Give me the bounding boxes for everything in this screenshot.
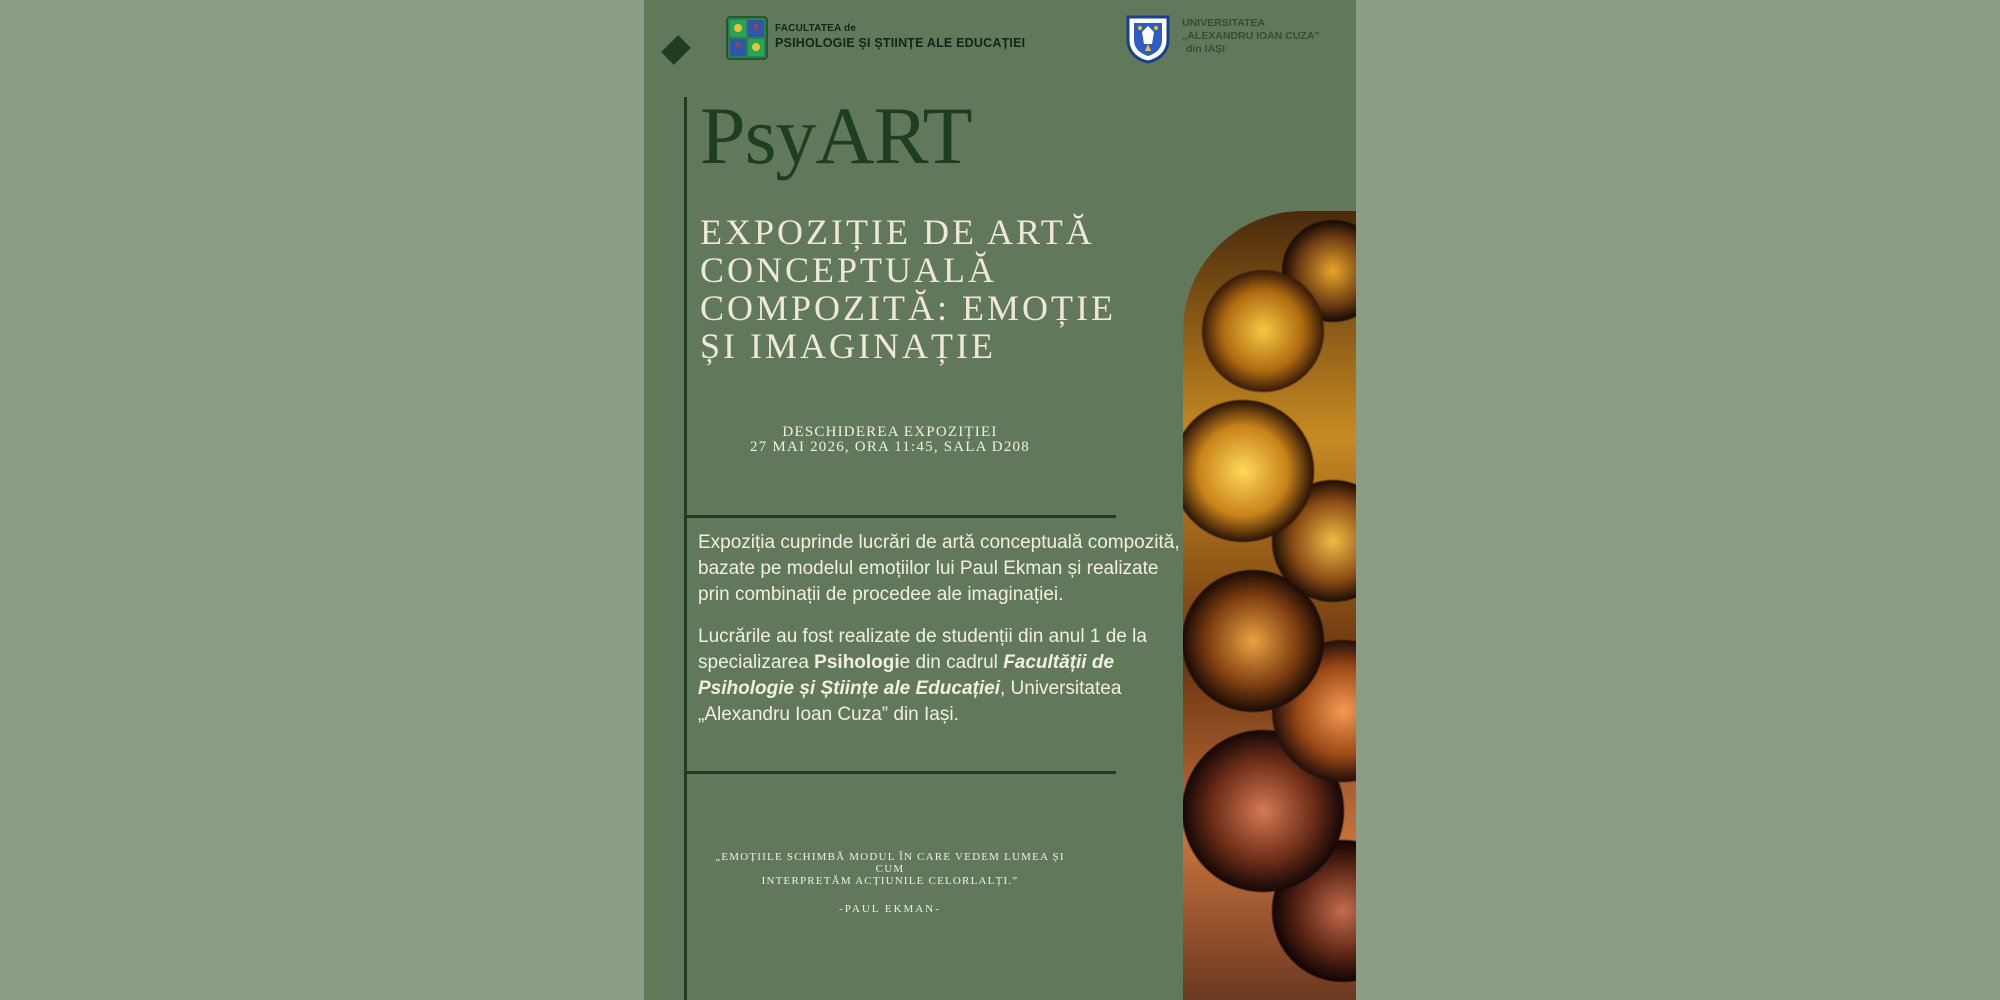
description-block [698,530,1188,744]
fractal-artwork-image [1183,211,1356,1000]
faculty-emphasis: Facultății de Psihologie și Științe ale Educației [698,652,1115,699]
divider-bottom [686,771,1116,774]
description-intro: Lucrările au fost realizate de studenții din anul 1 de la specializarea [698,626,1147,673]
opening-details: 27 MAI 2026, ORA 11:45, SALA D208 [750,439,1030,455]
description-mid: e din cadrul [899,652,1004,673]
opening-label: DESCHIDEREA EXPOZIȚIEI [782,424,998,440]
faculty-name: PSIHOLOGIE ȘI ȘTIINȚE ALE EDUCAȚIEI [775,36,1026,50]
faculty-crest-icon [726,16,768,60]
quote-text [700,851,1080,887]
university-crest-icon [1124,14,1172,64]
event-brand-title: PsyART [700,90,972,181]
vertical-rule [684,97,687,1000]
university-name-block [1182,17,1320,56]
opening-info [700,425,1080,455]
exhibition-headline: EXPOZIȚIE DE ARTĂ CONCEPTUALĂ COMPOZITĂ: EMOȚIE ȘI IMAGINAȚIE [700,212,1116,366]
description-paragraph-2 [698,624,1188,728]
university-line-3: din IAȘI [1186,43,1226,55]
quote-line-2: INTERPRETĂM ACȚIUNILE CELORLALȚI.” [761,875,1019,887]
description-end: , Universitatea „Alexandru Ioan Cuza” din Iași. [698,678,1122,725]
university-line-1: UNIVERSITATEA [1182,17,1266,29]
specialization-name: Psihologi [814,652,900,673]
description-paragraph-1: Expoziția cuprinde lucrări de artă conceptuală compozită, bazate pe modelul emoțiilor lui Paul Ekman și realizate prin combinații de procedee ale imaginației. [698,532,1180,605]
university-line-2: „ALEXANDRU IOAN CUZA” [1182,30,1320,42]
divider-top [686,515,1116,518]
quote-author: -PAUL EKMAN- [839,903,941,915]
faculty-label: FACULTATEA de [775,23,857,34]
diamond-icon [661,35,691,65]
quote-line-1: „EMOȚIILE SCHIMBĂ MODUL ÎN CARE VEDEM LUMEA ȘI CUM [715,851,1065,875]
event-poster [644,0,1356,1000]
faculty-name-block [775,23,1025,50]
